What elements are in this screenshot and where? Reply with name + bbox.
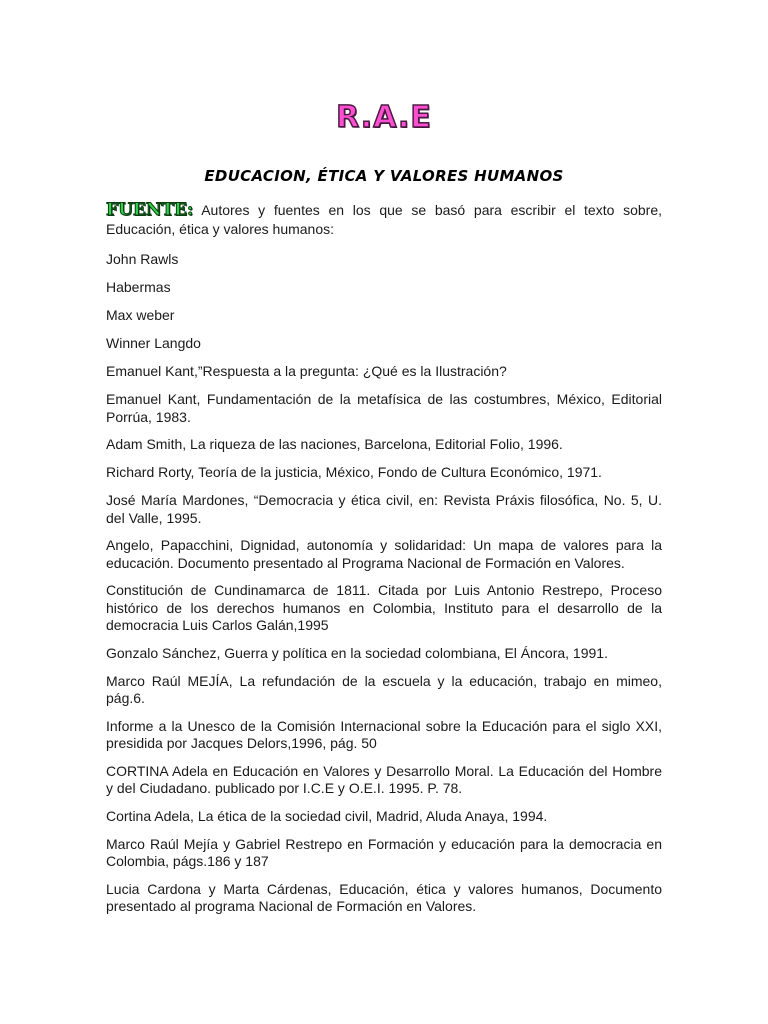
reference-item: CORTINA Adela en Educación en Valores y Desarrollo Moral. La Educación del Hombre y del Ciudadano. publicado por I.C.E y O.E.I. 1995. P. 78. [106,762,662,796]
document-subtitle: EDUCACION, ÉTICA Y VALORES HUMANOS [204,167,564,185]
reference-item: Marco Raúl MEJÍA, La refundación de la escuela y la educación, trabajo en mimeo, pág.6. [106,672,662,706]
reference-item: Emanuel Kant,”Respuesta a la pregunta: ¿Qué es la Ilustración? [106,363,507,379]
reference-item: Marco Raúl Mejía y Gabriel Restrepo en Formación y educación para la democracia en Colombia, págs.186 y 187 [106,835,662,869]
reference-list [106,251,662,926]
reference-item: Habermas [106,279,171,295]
reference-item: Informe a la Unesco de la Comisión Internacional sobre la Educación para el siglo XXI, presidida por Jacques Delors,1996, pág. 50 [106,717,662,751]
reference-item: Cortina Adela, La ética de la sociedad civil, Madrid, Aluda Anaya, 1994. [106,807,548,824]
reference-item: Gonzalo Sánchez, Guerra y política en la sociedad colombiana, El Áncora, 1991. [106,644,608,661]
fuente-label: FUENTE: [106,200,194,220]
reference-item: Angelo, Papacchini, Dignidad, autonomía y solidaridad: Un mapa de valores para la educación. Documento presentado al Programa Nacional de Formación en Valores. [106,537,662,571]
reference-item: Winner Langdo [106,335,201,351]
reference-item: José María Mardones, “Democracia y ética civil, en: Revista Práxis filosófica, No. 5, U. del Valle, 1995. [106,492,662,526]
fuente-text: Autores y fuentes en los que se basó para escribir el texto sobre, Educación, ética y valores humanos: [106,202,662,237]
fuente-paragraph [106,201,662,239]
document-title: R.A.E [336,100,432,135]
reference-item: Emanuel Kant, Fundamentación de la metafísica de las costumbres, México, Editorial Porrúa, 1983. [106,391,662,425]
reference-item: Constitución de Cundinamarca de 1811. Citada por Luis Antonio Restrepo, Proceso histórico de los derechos humanos en Colombia, Instituto para el desarrollo de la democracia Luis Carlos Galán,1995 [106,582,662,633]
reference-item: Lucia Cardona y Marta Cárdenas, Educación, ética y valores humanos, Documento presentado al programa Nacional de Formación en Valores. [106,880,662,914]
reference-item: John Rawls [106,251,179,267]
reference-item: Richard Rorty, Teoría de la justicia, México, Fondo de Cultura Económico, 1971. [106,464,602,480]
reference-item: Max weber [106,307,175,323]
reference-item: Adam Smith, La riqueza de las naciones, Barcelona, Editorial Folio, 1996. [106,436,563,452]
